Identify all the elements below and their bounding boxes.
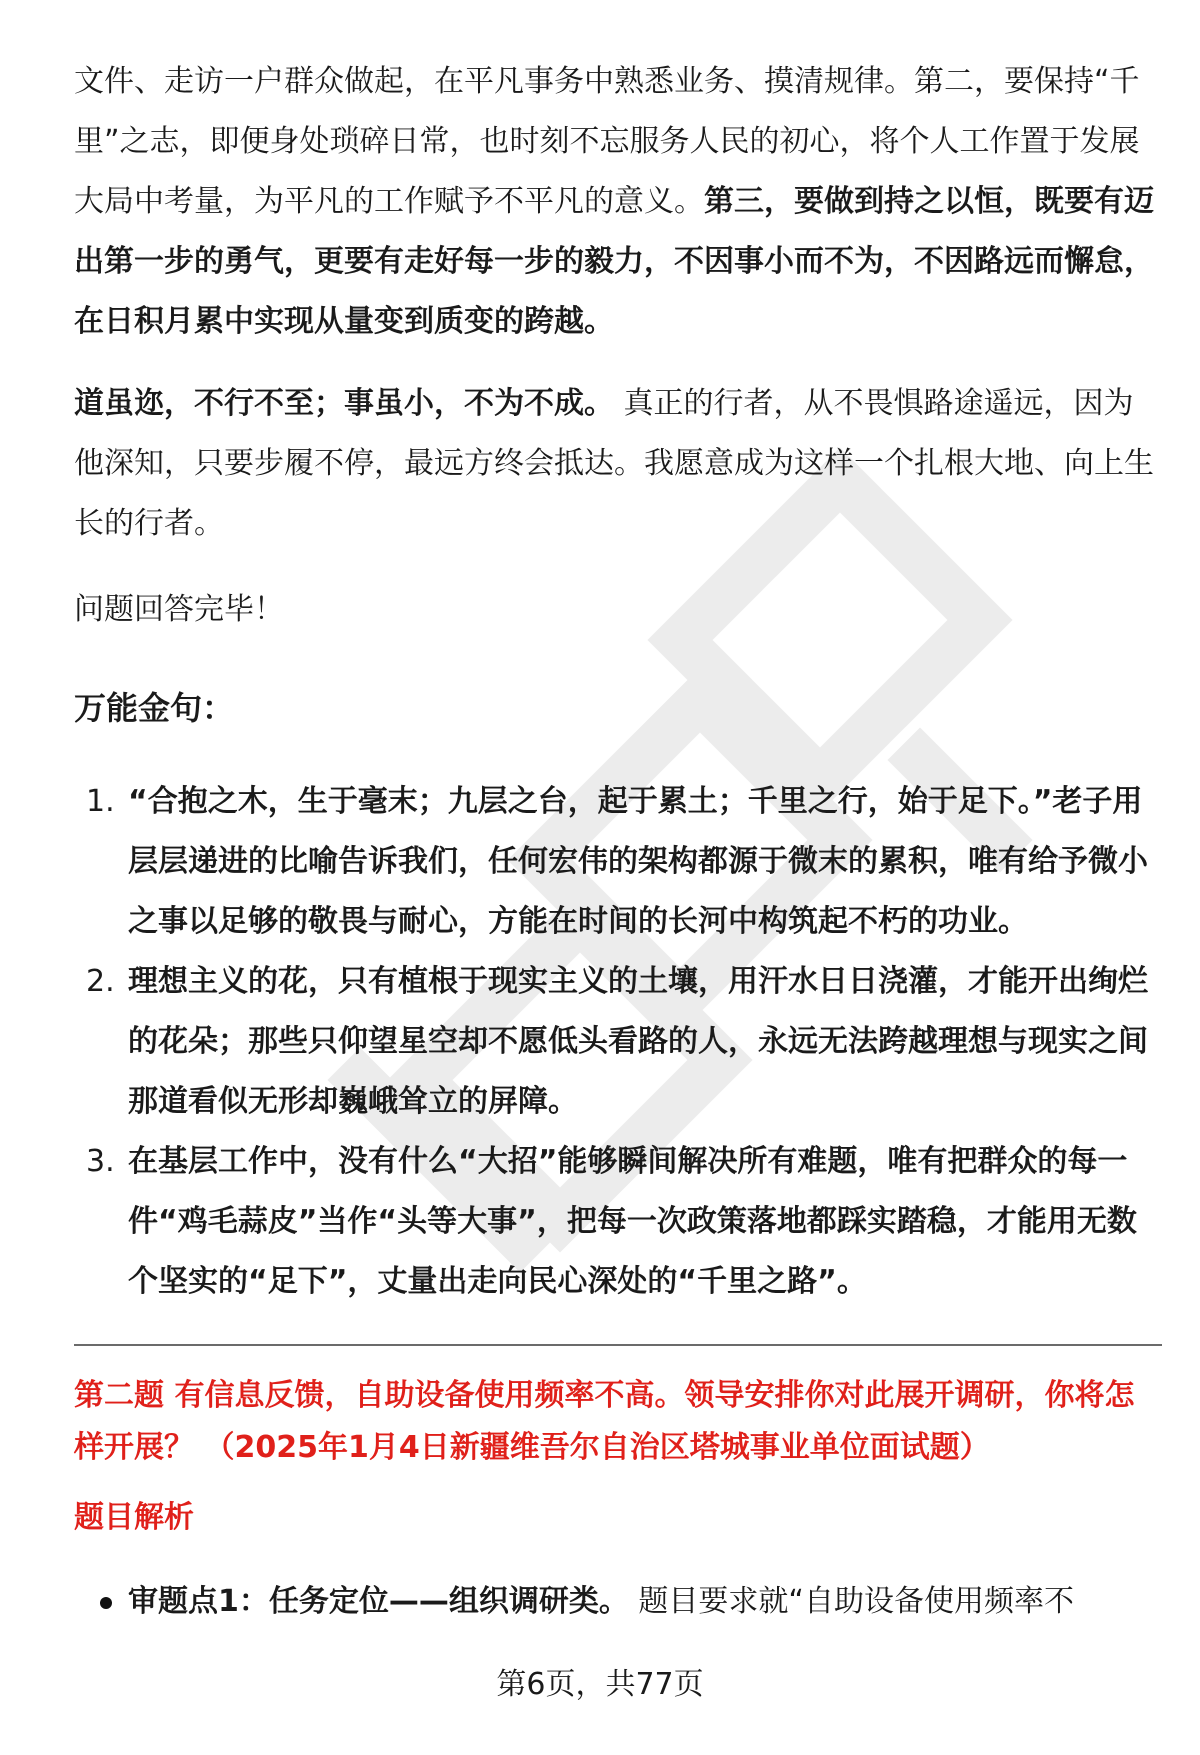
list-item xyxy=(74,1572,1162,1632)
paragraph-bold-text: 第三，要做到持之以恒，既要有迈出第一步的勇气，更要有走好每一步的毅力，不因事小而不为，不因路远而懈怠，在日积月累中实现从量变到质变的跨越。 xyxy=(74,184,1154,339)
answer-paragraph-2 xyxy=(74,374,1162,554)
golden-quotes-list xyxy=(74,772,1162,1312)
paragraph-text: 真正的行者，从不畏惧路途遥远，因为他深知，只要步履不停，最远方终会抵达。我愿意成为这样一个扎根大地、向上生长的行者。 xyxy=(74,386,1154,541)
section-divider xyxy=(74,1344,1162,1346)
list-item xyxy=(74,952,1162,1132)
point-bold-text: 审题点1：任务定位——组织调研类。 xyxy=(128,1584,629,1619)
question-2-title: 第二题 有信息反馈，自助设备使用频率不高。领导安排你对此展开调研，你将怎样开展？ （2025年1月4日新疆维吾尔自治区塔城事业单位面试题） xyxy=(74,1378,1135,1465)
answer-closing: 问题回答完毕！ xyxy=(74,592,284,627)
point-text: 题目要求就“自助设备使用频率不 xyxy=(628,1584,1074,1619)
analysis-points xyxy=(74,1572,1162,1632)
list-number: 1. xyxy=(86,784,115,819)
paragraph-bold-text: 道虽迩，不行不至；事虽小，不为不成。 xyxy=(74,386,614,421)
list-item-text: “合抱之木，生于毫末；九层之台，起于累土；千里之行，始于足下。”老子用层层递进的比喻告诉我们，任何宏伟的架构都源于微末的累积，唯有给予微小之事以足够的敬畏与耐心，方能在时间的长河中构筑起不朽的功业。 xyxy=(128,784,1148,939)
list-number: 2. xyxy=(86,964,115,999)
document-page xyxy=(74,52,1162,1632)
page-number: 第6页，共77页 xyxy=(496,1667,704,1702)
analysis-heading: 题目解析 xyxy=(74,1500,194,1535)
bullet-icon xyxy=(100,1597,112,1609)
list-item xyxy=(74,772,1162,952)
paragraph-text: 文件、走访一户群众做起，在平凡事务中熟悉业务、摸清规律。第二，要保持“千里”之志，即便身处琐碎日常，也时刻不忘服务人民的初心，将个人工作置于发展大局中考量，为平凡的工作赋予不平凡的意义。 xyxy=(74,64,1140,219)
list-item xyxy=(74,1132,1162,1312)
list-item-text: 理想主义的花，只有植根于现实主义的土壤，用汗水日日浇灌，才能开出绚烂的花朵；那些只仰望星空却不愿低头看路的人，永远无法跨越理想与现实之间那道看似无形却巍峨耸立的屏障。 xyxy=(128,964,1148,1119)
list-item-text: 在基层工作中，没有什么“大招”能够瞬间解决所有难题，唯有把群众的每一件“鸡毛蒜皮”当作“头等大事”，把每一次政策落地都踩实踏稳，才能用无数个坚实的“足下”，丈量出走向民心深处的“千里之路”。 xyxy=(128,1144,1137,1299)
golden-quotes-title: 万能金句： xyxy=(74,689,235,727)
answer-paragraph-1 xyxy=(74,52,1162,352)
list-number: 3. xyxy=(86,1144,115,1179)
